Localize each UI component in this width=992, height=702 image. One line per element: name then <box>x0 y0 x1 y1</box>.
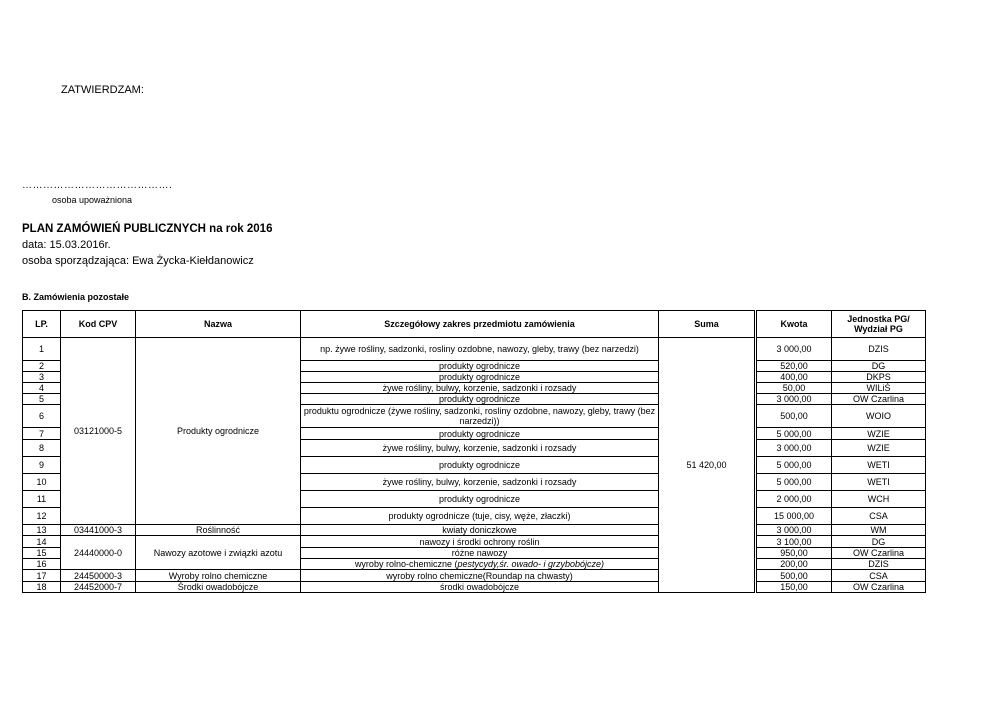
row-unit: WCH <box>832 491 926 508</box>
header-scope: Szczegółowy zakres przedmiotu zamówienia <box>301 311 659 338</box>
table-row <box>23 338 926 361</box>
row-lp: 18 <box>23 582 61 593</box>
row-unit: DZIS <box>832 338 926 361</box>
row-scope: produkty ogrodnicze <box>301 372 659 383</box>
row-lp: 9 <box>23 457 61 474</box>
item-name: Produkty ogrodnicze <box>136 338 301 525</box>
document-author: osoba sporządzająca: Ewa Życka-Kiełdanowicz <box>22 255 254 267</box>
row-unit: DZIS <box>832 559 926 570</box>
row-amount: 200,00 <box>757 559 832 570</box>
row-unit: WETI <box>832 474 926 491</box>
section-heading: B. Zamówienia pozostałe <box>22 292 130 302</box>
item-name: Nawozy azotowe i związki azotu <box>136 536 301 570</box>
row-scope: produkty ogrodnicze <box>301 394 659 405</box>
row-lp: 14 <box>23 536 61 548</box>
row-unit: CSA <box>832 508 926 525</box>
row-scope: produkty ogrodnicze <box>301 457 659 474</box>
row-lp: 6 <box>23 405 61 428</box>
row-lp: 10 <box>23 474 61 491</box>
approval-label: ZATWIERDZAM: <box>61 84 144 96</box>
item-name: Środki owadobójcze <box>136 582 301 593</box>
row-unit: DKPS <box>832 372 926 383</box>
header-name: Nazwa <box>136 311 301 338</box>
row-scope: różne nawozy <box>301 548 659 559</box>
row-scope: produkty ogrodnicze <box>301 428 659 440</box>
row-scope: żywe rośliny, bulwy, korzenie, sadzonki i rozsady <box>301 440 659 457</box>
cpv-code: 03441000-3 <box>61 525 136 536</box>
header-lp: LP. <box>23 311 61 338</box>
row-unit: OW Czarlina <box>832 582 926 593</box>
cpv-code: 24440000-0 <box>61 536 136 570</box>
row-unit: OW Czarlina <box>832 548 926 559</box>
row-amount: 3 100,00 <box>757 536 832 548</box>
row-amount: 3 000,00 <box>757 394 832 405</box>
row-lp: 11 <box>23 491 61 508</box>
cpv-code: 24450000-3 <box>61 570 136 582</box>
item-name: Roślinność <box>136 525 301 536</box>
row-scope: produktu ogrodnicze (żywe rośliny, sadzonki, rosliny ozdobne, nawozy, gleby, trawy (bez narzedzi)) <box>301 405 659 428</box>
header-unit: Jednostka PG/ Wydział PG <box>832 311 926 338</box>
row-amount: 2 000,00 <box>757 491 832 508</box>
row-amount: 3 000,00 <box>757 338 832 361</box>
row-amount: 500,00 <box>757 570 832 582</box>
row-lp: 12 <box>23 508 61 525</box>
row-unit: DG <box>832 536 926 548</box>
header-sum: Suma <box>659 311 755 338</box>
row-lp: 2 <box>23 361 61 372</box>
table-row <box>23 570 926 582</box>
document-title: PLAN ZAMÓWIEŃ PUBLICZNYCH na rok 2016 <box>22 223 273 235</box>
row-unit: CSA <box>832 570 926 582</box>
row-amount: 500,00 <box>757 405 832 428</box>
table-row <box>23 582 926 593</box>
row-unit: WZIE <box>832 440 926 457</box>
row-scope: żywe rośliny, bulwy, korzenie, sadzonki i rozsady <box>301 383 659 394</box>
row-unit: WETI <box>832 457 926 474</box>
authorized-person-label: osoba upoważniona <box>52 195 133 205</box>
row-amount: 150,00 <box>757 582 832 593</box>
row-scope: kwiaty doniczkowe <box>301 525 659 536</box>
sum-value: 51 420,00 <box>659 338 755 593</box>
row-scope: środki owadobójcze <box>301 582 659 593</box>
row-scope: żywe rośliny, bulwy, korzenie, sadzonki i rozsady <box>301 474 659 491</box>
row-lp: 5 <box>23 394 61 405</box>
row-scope: wyroby rolno chemiczne(Roundap na chwasty) <box>301 570 659 582</box>
scope-italic-text: pestycydy,śr. owado- i grzybobójcze) <box>457 559 605 569</box>
row-lp: 1 <box>23 338 61 361</box>
row-unit: WILiŚ <box>832 383 926 394</box>
row-lp: 3 <box>23 372 61 383</box>
row-amount: 3 000,00 <box>757 525 832 536</box>
row-lp: 13 <box>23 525 61 536</box>
table-row <box>23 525 926 536</box>
row-lp: 7 <box>23 428 61 440</box>
row-amount: 520,00 <box>757 361 832 372</box>
scope-text: wyroby rolno-chemiczne ( <box>354 559 458 569</box>
row-unit: DG <box>832 361 926 372</box>
row-unit: WOIO <box>832 405 926 428</box>
table-row <box>23 536 926 548</box>
row-amount: 400,00 <box>757 372 832 383</box>
row-lp: 8 <box>23 440 61 457</box>
row-scope: produkty ogrodnicze (tuje, cisy, węże, złaczki) <box>301 508 659 525</box>
row-unit: WZIE <box>832 428 926 440</box>
row-scope: produkty ogrodnicze <box>301 361 659 372</box>
row-amount: 50,00 <box>757 383 832 394</box>
cpv-code: 03121000-5 <box>61 338 136 525</box>
header-cpv: Kod CPV <box>61 311 136 338</box>
procurement-table <box>22 310 926 593</box>
row-unit: WM <box>832 525 926 536</box>
row-amount: 5 000,00 <box>757 457 832 474</box>
row-lp: 4 <box>23 383 61 394</box>
row-amount: 5 000,00 <box>757 474 832 491</box>
document-date: data: 15.03.2016r. <box>22 239 111 251</box>
header-amount: Kwota <box>757 311 832 338</box>
row-scope: produkty ogrodnicze <box>301 491 659 508</box>
row-scope: nawozy i środki ochrony roślin <box>301 536 659 548</box>
item-name: Wyroby rolno chemiczne <box>136 570 301 582</box>
row-lp: 15 <box>23 548 61 559</box>
row-lp: 17 <box>23 570 61 582</box>
row-amount: 5 000,00 <box>757 428 832 440</box>
row-scope <box>301 559 659 570</box>
row-scope: np. żywe rośliny, sadzonki, rosliny ozdobne, nawozy, gleby, trawy (bez narzedzi) <box>301 338 659 361</box>
row-amount: 950,00 <box>757 548 832 559</box>
row-lp: 16 <box>23 559 61 570</box>
signature-line: ……………………………………. <box>22 180 173 191</box>
row-unit: OW Czarlina <box>832 394 926 405</box>
row-amount: 3 000,00 <box>757 440 832 457</box>
cpv-code: 24452000-7 <box>61 582 136 593</box>
table-header-row <box>23 311 926 338</box>
row-amount: 15 000,00 <box>757 508 832 525</box>
